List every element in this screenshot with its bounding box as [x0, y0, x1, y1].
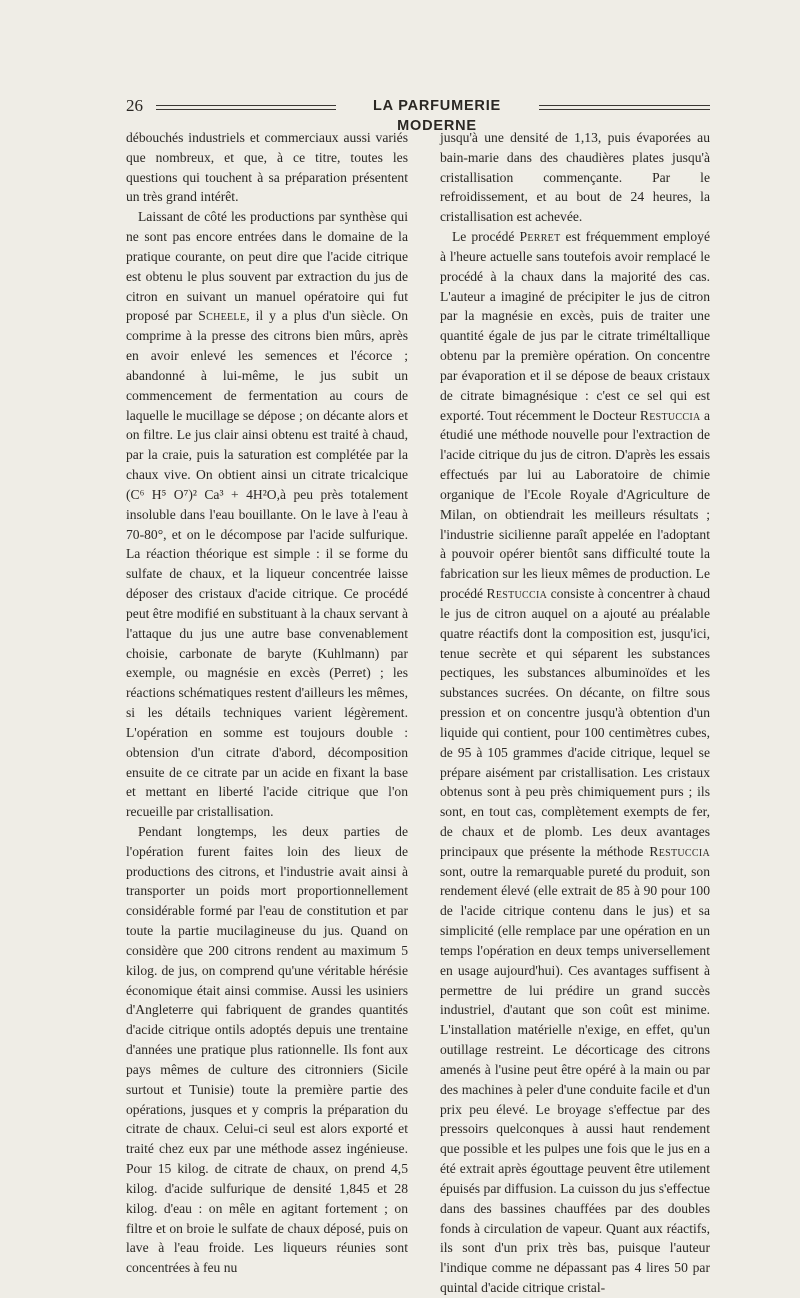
page-number: 26 — [126, 96, 143, 115]
right-column — [440, 128, 710, 1298]
paragraph: jusqu'à une densité de 1,13, puis évaporées au bain-marie dans des chaudières plates jusqu'à cristallisation commençante. Par le refroidissement, et au bout de 24 heures, la cristallisation est achevée. — [440, 130, 710, 225]
header-rule-right — [539, 105, 710, 110]
paragraph-text: a étudié une méthode nouvelle pour l'extraction de l'acide citrique du jus de citron. D'après les essais effectués par lui au Laboratoire de chimie organique de l'Ecole Royale d'Agriculture de Milan, on obtiendrait les meilleurs résultats ; l'industrie sicilienne paraît appelée en l'adoptant à pouvoir opérer bientôt sans difficulté toute la fabrication sur les lieux mêmes de production. Le procédé — [440, 407, 710, 602]
paragraph-text: sont, outre la remarquable pureté du produit, son rendement élevé (elle extrait de 85 à 90 pour 100 de l'acide citrique contenu dans le jus) et sa simplicité (elle remplace par une opération en un temps l'opération en deux temps universellement en usage aujourd'hui). Ces avantages suffisent à permettre de lui prédire un grand succès industriel, d'autant que son coût est minime. L'installation matérielle n'exige, en effet, qu'un outillage restreint. Le décorticage des citrons amenés à l'usine peut être opéré à la main ou par des machines à peler d'une conduite facile et d'un prix peu élevé. Le broyage s'effectue par des pressoirs quelconques à aussi haut rendement que possible et les pulpes une fois que le jus en a été extrait après égouttage peuvent être utilement épuisés par diffusion. La cuisson du jus s'effectue dans des bassines chauffées par des doubles fonds à circulation de vapeur. Quant aux réactifs, ils sont d'un prix très bas, puisque l'auteur l'indique comme ne dépassant pas 4 lires 50 par quintal d'acide citrique cristal- — [440, 863, 710, 1296]
paragraph — [440, 227, 710, 1298]
author-name-perret: Perret — [519, 229, 561, 245]
author-name-restuccia: Restuccia — [649, 843, 710, 859]
header-rule-left — [156, 105, 336, 110]
author-name-scheele: Scheele — [198, 308, 247, 324]
running-title: LA PARFUMERIE MODERNE — [372, 98, 501, 134]
paragraph-text: Laissant de côté les productions par synthèse qui ne sont pas encore entrées dans le domaine de la pratique courante, on peut dire que l'acide citrique est obtenu le plus souvent par extraction du jus de citron en suivant un manuel opératoire qui fut proposé par — [126, 209, 408, 324]
author-name-restuccia: Restuccia — [639, 407, 701, 423]
paragraph-text: , il y a plus d'un siècle. On comprime à la presse des citrons bien mûrs, après en avoir enlevé les semences et l'écorce ; abandonné à lui-même, le jus subit un commencement de fermentation au cours de laquelle le mucillage se dépose ; on décante alors et on filtre. Le jus clair ainsi obtenu est traité à chaud, par la craie, puis la saturation est complétée par la chaux vive. On obtient ainsi un citrate tricalcique (C⁶ H⁵ O⁷)² Ca³ + 4H²O,à peu près totalement insoluble dans l'eau bouillante. On le lave à l'eau à 70-80°, et on le décompose par l'acide sulfurique. La réaction théorique est simple : il se forme du sulfate de chaux, et la liqueur concentrée laisse déposer des cristaux d'acide citrique. Ce procédé peut être modifié en substituant à la chaux servant à l'attaque du jus une autre base convenablement choisie, carbonate de baryte (Kuhlmann) par exemple, ou magnésie en excès (Perret) ; les réactions schématiques restent d'ailleurs les mêmes, si les détails techniques varient légèrement. L'opération en somme est toujours double : obtension d'un citrate d'abord, décomposition ensuite de ce citrate par un acide en fixant la base et mettant en liberté l'acide citrique que l'on recueille par cristallisation. — [126, 308, 409, 820]
paragraph-text: est fréquemment employé à l'heure actuelle sans toutefois avoir remplacé le procédé à la chaux dans la majorité des cas. L'auteur a imaginé de précipiter le jus de citron par la magnésie en excès, puis de traiter une quantité égale de jus par le citrate triméltallique obtenu par la première opération. On concentre par évaporation et il se dépose de beaux cristaux de citrate bimagnésique : c'est ce sel qui est exporté. Tout récemment le Docteur — [440, 229, 710, 423]
paragraph-text: consiste à concentrer à chaud le jus de citron auquel on a ajouté au préalable quatre réactifs dont la composition est, jusqu'ici, tenue secrète et qui séparent les substances pectiques, les substances albuminoïdes et les substances sucrées. On décante, on filtre sous pression et on concentre jusqu'à obtention d'un liquide qui contient, pour 100 centimètres cubes, de 95 à 105 grammes d'acide citrique, lequel se prépare aisément par cristallisation. Les cristaux obtenus sont à peu près chimiquement purs ; ils sont, en tout cas, complètement exempts de fer, de chaux et de plomb. Les deux avantages principaux que présente la méthode — [440, 586, 711, 859]
paragraph: débouchés industriels et commerciaux aussi variés que nombreux, et que, à ce titre, toutes les questions qui touchent à sa préparation présentent un très grand intérêt. — [126, 130, 408, 205]
page-header — [126, 96, 710, 134]
paragraph-text: Le procédé — [452, 229, 520, 245]
paragraph: Pendant longtemps, les deux parties de l'opération furent faites loin des lieux de productions des citrons, et l'industrie avait ainsi à transporter un poids mort proportionnellement considérable formé par l'eau de constitution et par toute la partie mucilagineuse du jus. Quand on considère que 200 citrons rendent au maximum 5 kilog. de jus, on comprend qu'une véritable hérésie économique était ainsi commise. Aussi les usiniers d'Angleterre qui fabriquent de grandes quantités d'acide citrique ontils adoptés depuis une trentaine d'années une pratique plus rationnelle. Ils font aux pays mêmes de culture des citronniers (Sicile surtout et Tunisie) toute la première partie des opérations, jusques et y compris la préparation du citrate de chaux. Celui-ci seul est alors exporté et traité chez eux par une méthode assez ingénieuse. Pour 15 kilog. de citrate de chaux, on prend 4,5 kilog. d'acide sulfurique de densité 1,845 et 28 kilog. d'eau : on mêle en agitant fortement ; on filtre et on broie le sulfate de chaux déposé, puis on lave à l'eau froide. Les liqueurs réunies sont concentrées à feu nu — [126, 823, 408, 1276]
left-column — [126, 128, 408, 1278]
paragraph — [126, 207, 408, 822]
author-name-restuccia: Restuccia — [486, 586, 548, 602]
